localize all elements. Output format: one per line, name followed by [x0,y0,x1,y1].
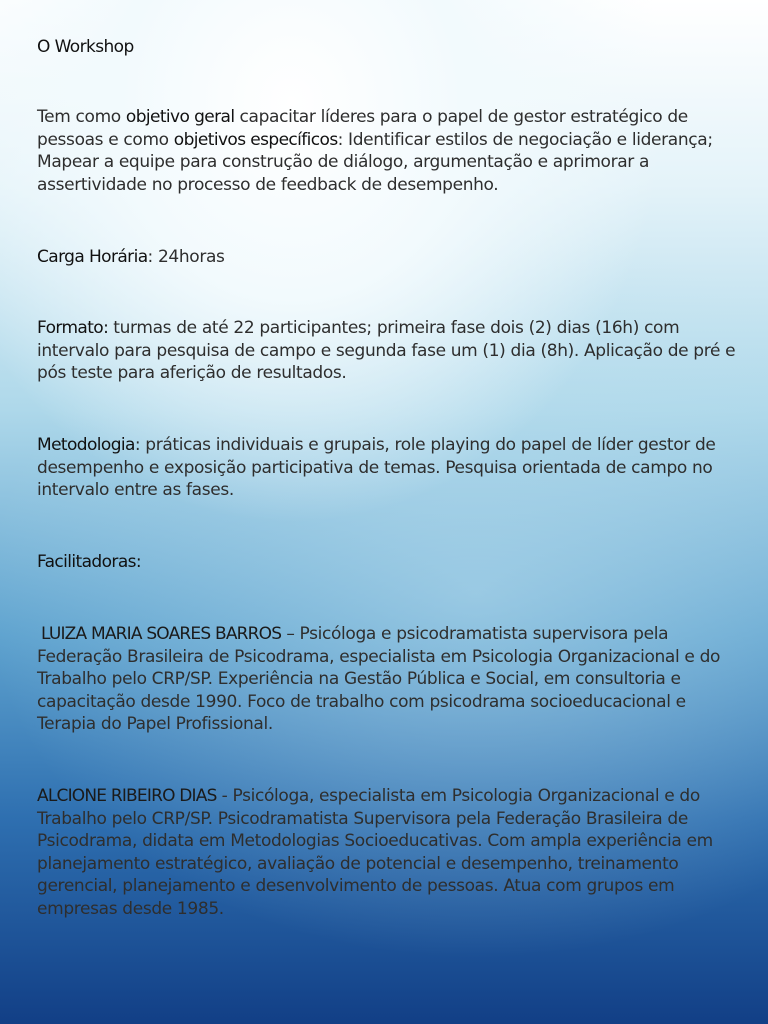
methodology-text: : práticas individuais e grupais, role playing do papel de líder gestor de desempenho e exposição participativa de temas. Pesquisa orientada de campo no intervalo entre as fases. [37,435,716,500]
facilitator-2-paragraph [37,785,737,920]
objective-text-1: Tem como [37,107,126,127]
format-text: turmas de até 22 participantes; primeira fase dois (2) dias (16h) com intervalo para pesquisa de campo e segunda fase um (1) dia (8h). Aplicação de pré e pós teste para aferição de resultados. [37,318,736,383]
facilitators-label: Facilitadoras: [37,552,142,572]
objective-text-2: capacitar líderes para o papel de gestor estratégico de pessoas e como [37,107,688,150]
facilitator-2-bio: - Psicóloga, especialista em Psicologia Organizacional e do Trabalho pelo CRP/SP. Psicodramatista Supervisora pela Federação Brasileira de Psicodrama, didata em Metodologias Socioeducativas. Com ampla experiência em planejamento estratégico, avaliação de potencial e desempenho, treinamento gerencial, planejamento e desenvolvimento de pessoas. Atua com grupos em empresas desde 1985. [37,786,713,919]
facilitator-1-bio: – Psicóloga e psicodramatista supervisora pela Federação Brasileira de Psicodrama, especialista em Psicologia Organizacional e do Trabalho pelo CRP/SP. Experiência na Gestão Pública e Social, em consultoria e capacitação desde 1990. Foco de trabalho com psicodrama socioeducacional e Terapia do Papel Profissional. [37,624,721,734]
objective-keyword-general: objetivo geral [125,107,235,127]
objective-text-3: : Identificar estilos de negociação e liderança; Mapear a equipe para construção de diálogo, argumentação e aprimorar a assertividade no processo de feedback de desempenho. [37,129,713,195]
workload-line [37,246,737,269]
workload-label: Carga Horária [37,247,148,267]
slide [37,0,737,1024]
methodology-paragraph [37,434,737,502]
workload-value: : 24horas [147,247,225,267]
format-label: Formato: [37,318,109,338]
facilitator-1-paragraph [37,623,737,736]
methodology-label: Metodologia [37,435,135,455]
facilitator-1-name: LUIZA MARIA SOARES BARROS [41,624,282,644]
objective-keyword-specific: objetivos específicos [173,129,338,150]
workshop-heading [37,36,737,59]
objective-paragraph [37,106,737,196]
format-paragraph [37,317,737,385]
facilitator-2-name: ALCIONE RIBEIRO DIAS [37,786,217,806]
facilitators-heading [37,551,737,574]
heading-text: O Workshop [37,37,134,57]
